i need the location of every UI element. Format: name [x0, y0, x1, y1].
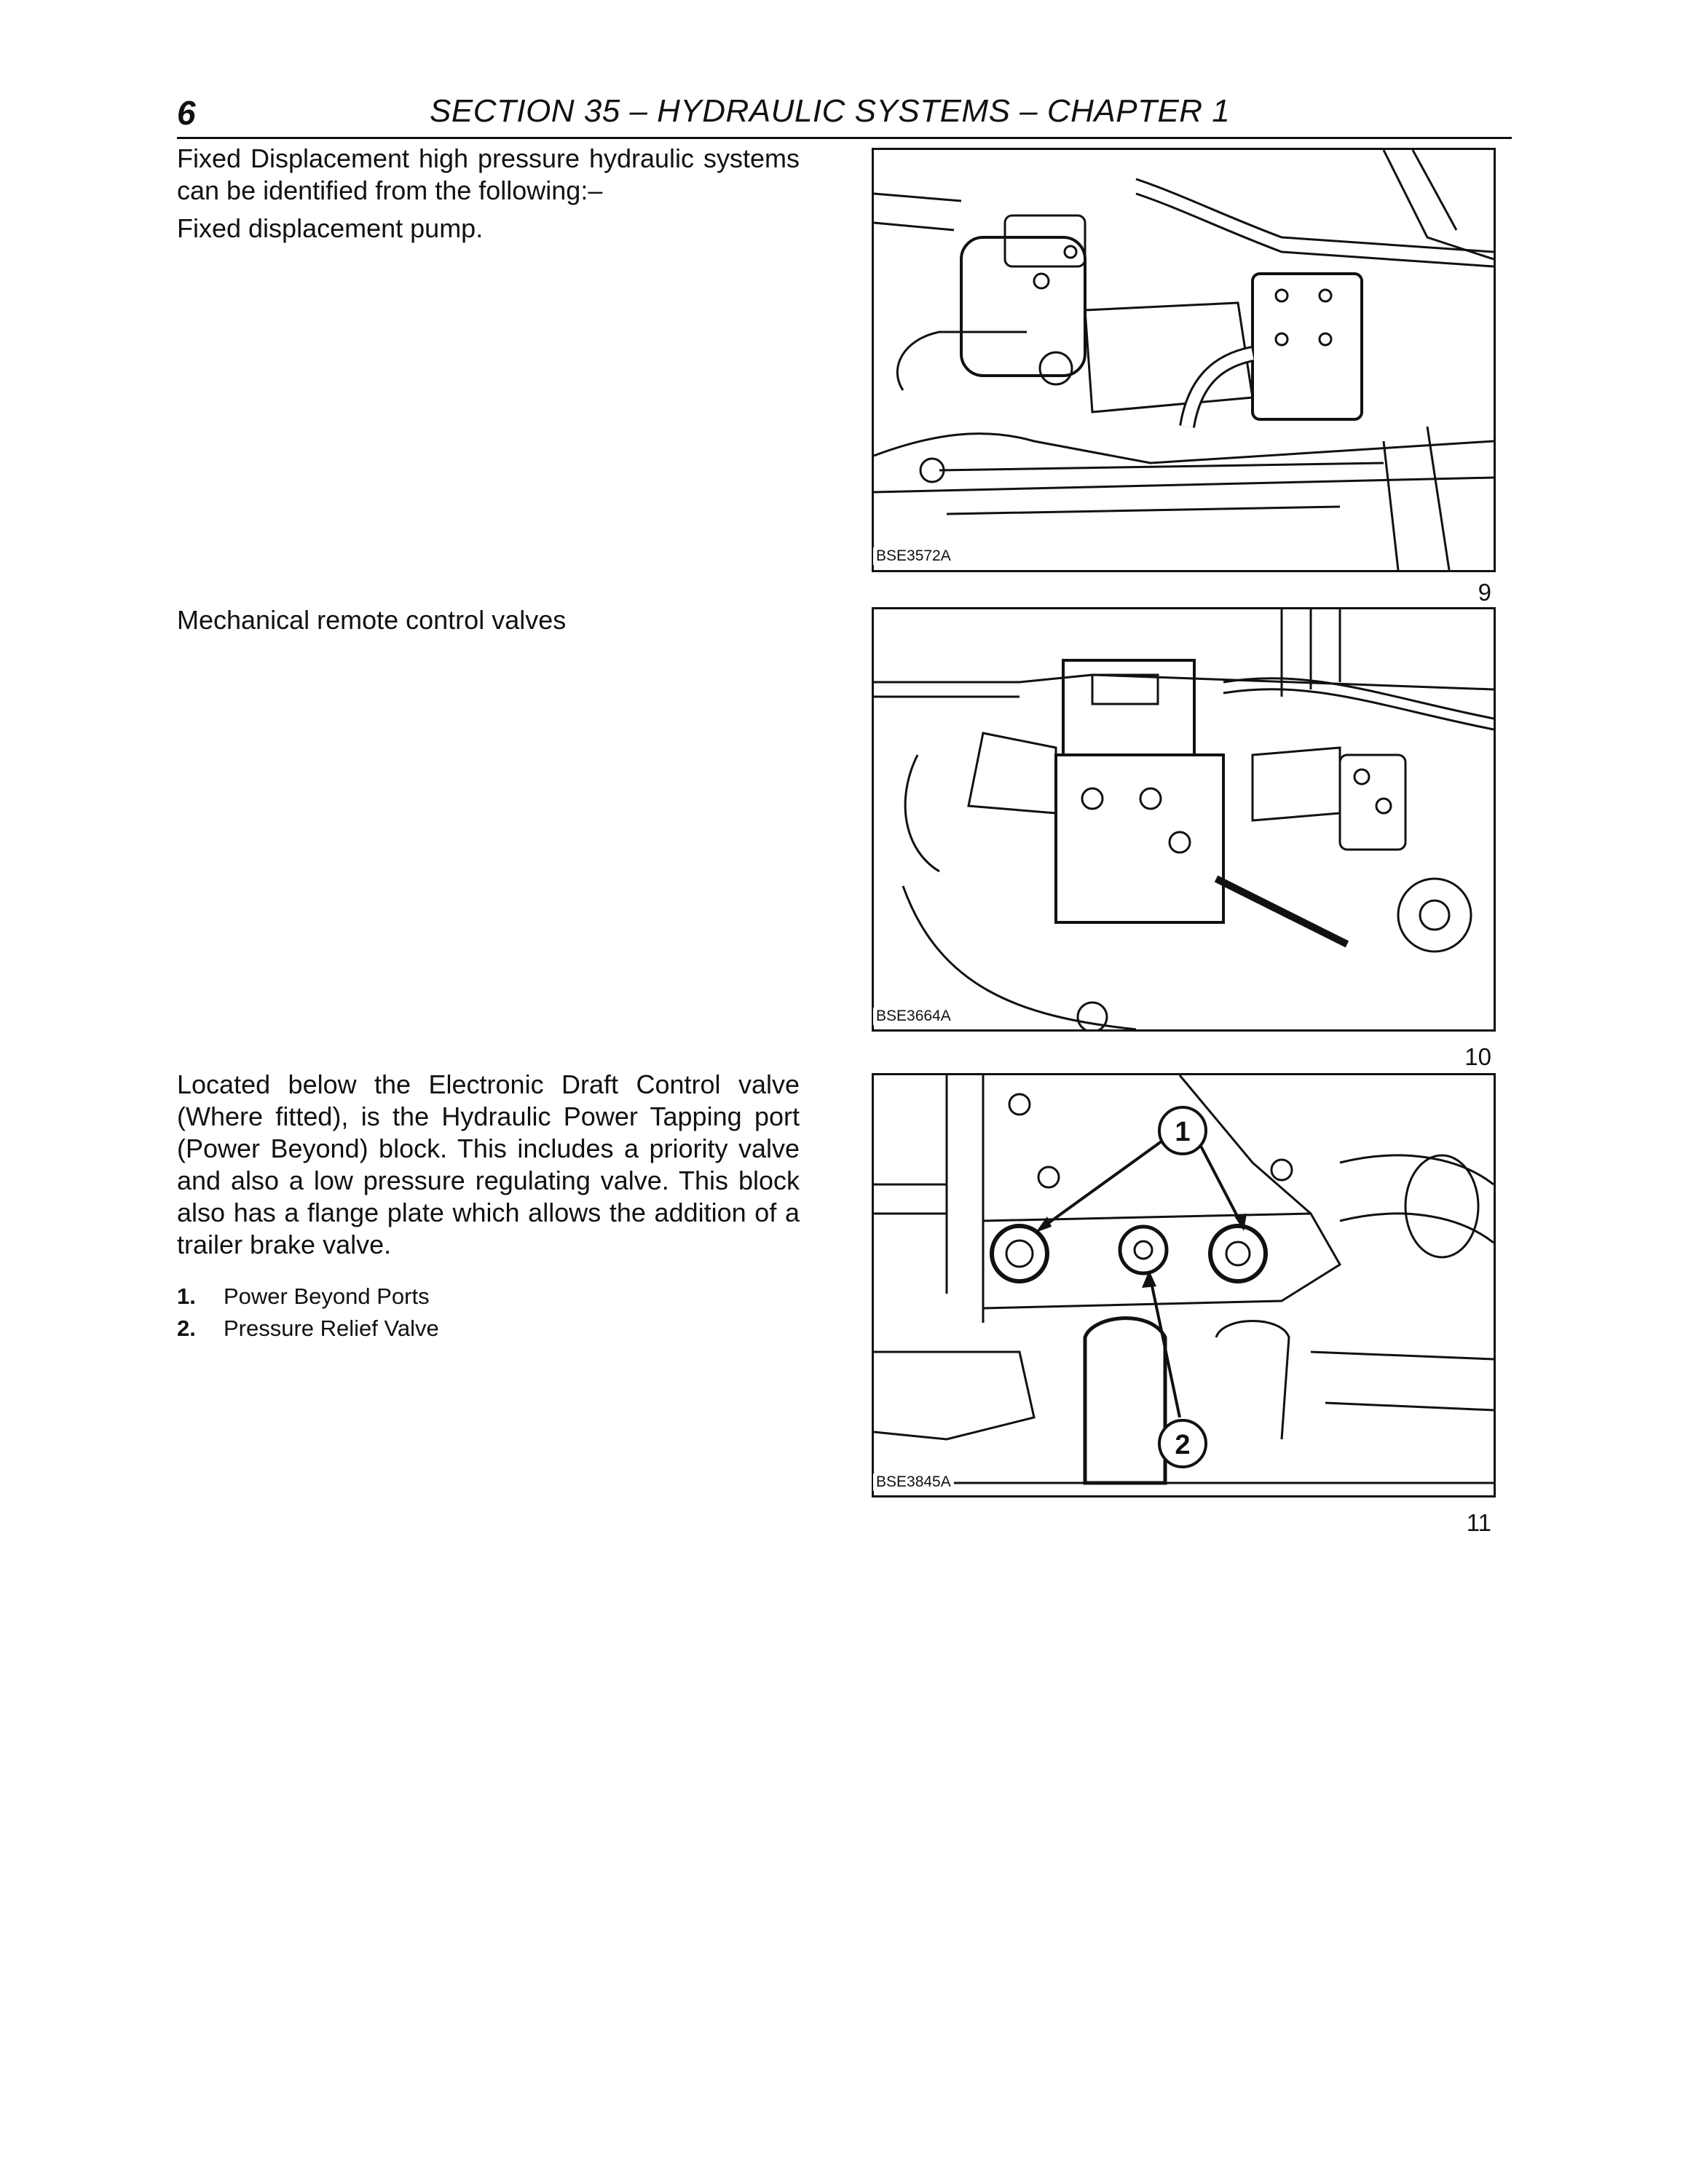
legend-number: 1. — [177, 1283, 196, 1309]
legend-number: 2. — [177, 1315, 196, 1341]
pump-paragraph: Fixed displacement pump. — [177, 213, 484, 243]
legend-item — [177, 1312, 439, 1345]
figure-code: BSE3572A — [873, 547, 954, 565]
figure-code: BSE3664A — [873, 1008, 954, 1025]
figure-remote-valves-illustration — [872, 607, 1496, 1032]
callout-1: 1 — [1175, 1117, 1191, 1147]
remote-valves-paragraph: Mechanical remote control valves — [177, 605, 567, 635]
intro-paragraph: Fixed Displacement high pressure hydraulic systems can be identified from the following:– — [177, 143, 800, 205]
page-number: 6 — [177, 94, 196, 132]
figure-pump-illustration — [872, 148, 1496, 572]
legend-item — [177, 1280, 430, 1313]
power-beyond-paragraph: Located below the Electronic Draft Control valve (Where fitted), is the Hydraulic Power Tapping port (Power Beyond) block. This includes a priority valve and also a low pressure regulating valve. This block also has a flange plate which allows the addition of a trailer brake valve. — [177, 1069, 800, 1259]
figure-code: BSE3845A — [873, 1473, 954, 1491]
figure-number: 9 — [1478, 579, 1491, 606]
figure-power-beyond-illustration — [872, 1073, 1496, 1497]
figure-number: 10 — [1464, 1043, 1491, 1070]
legend-label: Power Beyond Ports — [224, 1283, 430, 1309]
callout-2: 2 — [1175, 1430, 1191, 1460]
section-header: SECTION 35 – HYDRAULIC SYSTEMS – CHAPTER 1 — [430, 93, 1231, 129]
legend-label: Pressure Relief Valve — [224, 1315, 439, 1341]
header-rule — [177, 137, 1512, 139]
figure-number: 11 — [1466, 1509, 1491, 1536]
